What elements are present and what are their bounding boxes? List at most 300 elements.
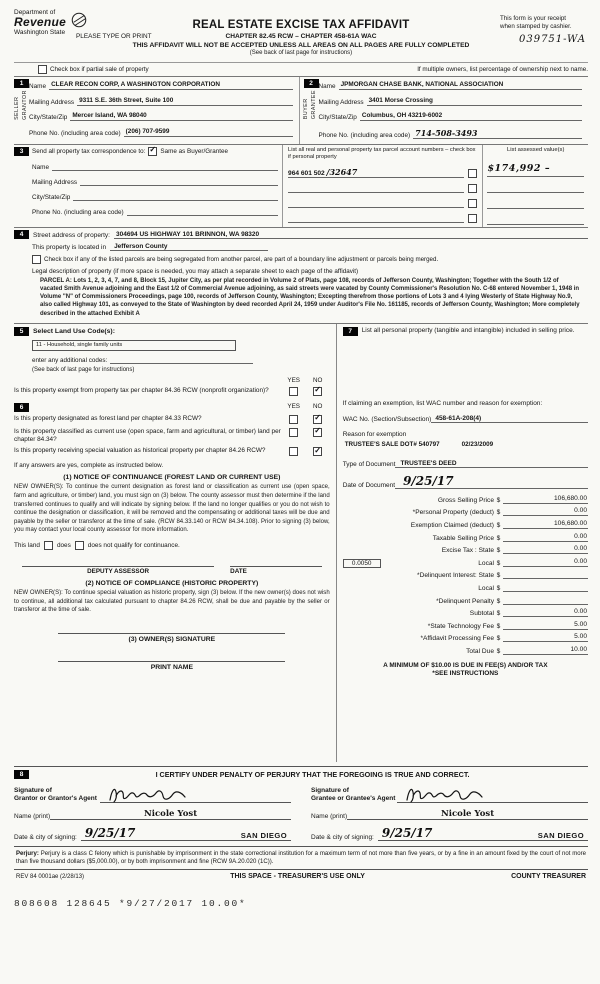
dollar-sign: $ [496,509,501,517]
grantee-date-city-label: Date & city of signing: [311,833,374,841]
buyer-name-label: Name [318,83,336,90]
taxable-label: Taxable Selling Price [432,534,494,542]
buyer-name-row [319,81,583,90]
reason-value-row [343,441,588,448]
section-3-correspondence [14,145,282,227]
parcel-field-3[interactable] [288,199,464,208]
current-use-question-row [14,428,330,445]
segregated-label: Check box if any of the listed parcels are being segregated from another parcel, are part of a boundary line adjustment or parcels being merged. [44,255,439,263]
forest-question-text: Is this property designated as forest land per chapter 84.33 RCW? [14,414,202,422]
dollar-sign: $ [496,597,501,605]
section-4-number: 4 [14,230,29,239]
personal-label: *Personal Property (deduct) [412,509,494,517]
buyer-city-row [319,112,583,121]
corr-phone-label: Phone No. (including area code) [32,208,124,216]
notice1-title: (1) NOTICE OF CONTINUANCE (FOREST LAND OR CURRENT USE) [63,474,281,482]
certification-text: I CERTIFY UNDER PENALTY OF PERJURY THAT THE FOREGOING IS TRUE AND CORRECT. [155,769,470,779]
buyer-mailing-field[interactable]: 3401 Morse Crossing [367,97,582,106]
checkbox-personal-property-1[interactable] [468,169,477,178]
notice2-title: (2) NOTICE OF COMPLIANCE (HISTORIC PROPERTY) [85,579,259,587]
corr-mailing-field[interactable] [80,177,278,186]
seller-fields [29,79,293,139]
section-8 [14,766,588,846]
dollar-sign: $ [496,622,501,630]
grantee-label: GRANTEE [311,90,317,120]
delinquent-state-value[interactable] [503,570,588,579]
parcel-field-4[interactable] [288,214,464,223]
dollar-sign: $ [496,522,501,530]
corr-name-row [32,162,278,171]
tech-fee-value[interactable]: 5.00 [503,621,588,630]
processing-fee-label: *Affidavit Processing Fee [420,635,494,643]
corr-name-label: Name [32,163,50,171]
current-use-no-cell [306,428,330,438]
deputy-assessor-date-line[interactable] [230,566,322,567]
grantor-signature-block [14,784,301,841]
grantee-signature-label [311,787,397,803]
see-back-note: (See back of last page for instructions) [249,50,353,56]
dept-line3: Washington State [14,29,66,37]
street-address-row [14,230,588,239]
parcel-row-1 [288,167,477,178]
exempt-yes-cell [282,387,306,397]
does-not-label: does not qualify for continuance. [87,541,180,549]
grantor-name-print-label: Name (print) [14,812,51,820]
buyer-label: BUYER [303,98,310,120]
section-2-number: 2 [304,79,319,88]
owners-signature-label: (3) OWNER(S) SIGNATURE [128,635,216,643]
does-label: does [56,541,71,549]
wac-row [343,415,588,423]
parcel-number-field[interactable] [288,167,464,178]
tech-fee-label: *State Technology Fee [427,622,494,630]
seller-grantor-vertical-label [14,90,30,120]
checkbox-current-use-no[interactable] [313,428,322,437]
left-column [14,324,337,762]
section-7 [337,324,588,762]
parties-sections [14,76,588,144]
dollar-sign: $ [496,635,501,643]
land-use-header [14,327,330,336]
corr-city-label: City/State/Zip [32,193,71,201]
notice1-text: NEW OWNER(S): To continue the current designation as forest land or classification as current use (open space, farm and agriculture, or timber) land, you must sign on (3) below. The county assessor must then determine if the land transferred continues to qualify and will indicate by signing below. If the land no longer qualifies or you do not wish to continue the designation or classification, it will be removed and the compensating or additional taxes will be due and payable by the seller or transferor at the time of sale. (RCW 84.33.140 or RCW 84.34.108). Prior to signing (3) below, you may contact your local county assessor for more information. [14,484,330,534]
historic-question-row [14,447,330,457]
subtotal-value[interactable]: 0.00 [503,608,588,617]
perjury-label: Perjury: [16,850,39,857]
parcel-number-handwritten: /32647 [326,166,358,177]
buyer-city-field[interactable]: Columbus, OH 43219-6002 [360,112,582,121]
personal-property-blank-area[interactable] [343,336,588,400]
excise-local-value[interactable]: 0.00 [503,558,588,567]
grantee-date-city-row [311,826,588,841]
seller-city-row [29,112,293,121]
reason-label: Reason for exemption [342,430,407,438]
section-3-assessed-values [482,145,588,227]
section-6-number: 6 [14,403,29,412]
section-2-buyer [299,77,589,144]
assessed-value-row-2[interactable] [487,182,584,193]
parcel-number-typed: 964 601 502 [288,169,325,177]
forest-question-row [14,415,330,425]
money-row-total [343,646,588,655]
historic-question-text: Is this property receiving special valuation as historical property per chapter 84.26 RCW? [14,447,266,455]
checkbox-segregated[interactable] [32,255,41,264]
grantee-city-stamp: SAN DIEGO [537,830,584,840]
money-row-tech-fee [343,621,588,630]
yes-header: YES [287,376,300,384]
seller-city-field[interactable]: Mercer Island, WA 98040 [70,112,292,121]
grantor-date-city-row [14,826,291,841]
grantee-sig-label-line2: Grantee or Grantee's Agent [311,794,396,802]
signature-columns [14,784,588,841]
located-in-field[interactable]: Jefferson County [110,243,268,251]
dept-line1: Department of [14,9,56,16]
grantee-signature-row [311,784,588,803]
partial-sale-row [14,62,588,76]
subtotal-label: Subtotal [469,610,494,618]
grantee-signature-scribble [403,783,489,807]
if-yes-note: If any answers are yes, complete as instructed below. [14,462,164,470]
checkbox-current-use-yes[interactable] [289,428,298,437]
grantor-date-handwritten: 9/25/17 [84,825,136,840]
excise-local-label: Local [478,559,494,567]
warning-line: THIS AFFIDAVIT WILL NOT BE ACCEPTED UNLESS ALL AREAS ON ALL PAGES ARE FULLY COMPLETED [132,42,470,49]
section-7-number: 7 [343,327,358,336]
seller-mailing-row [29,97,293,106]
money-row-delinquent-local [343,583,588,592]
historic-no-cell [306,447,330,457]
buyer-side-band [304,79,319,139]
footer-row [14,869,588,882]
gross-value[interactable]: 106,680.00 [503,495,588,504]
form-title: REAL ESTATE EXCISE TAX AFFIDAVIT [192,19,410,31]
buyer-fields [319,79,583,139]
buyer-city-label: City/State/Zip [318,114,357,121]
buyer-phone-label: Phone No. (including area code) [318,131,411,139]
penalty-value[interactable] [503,596,588,605]
buyer-mailing-label: Mailing Address [318,98,364,106]
deputy-assessor-blanks [22,566,322,567]
taxable-value[interactable]: 0.00 [503,533,588,542]
dollar-sign: $ [496,584,501,592]
forest-no-cell [306,415,330,425]
reason-value: TRUSTEE'S SALE DOT# 540797 [344,440,440,448]
current-use-yes-cell [282,428,306,438]
money-row-excise-local [343,558,588,567]
deputy-assessor-label: DEPUTY ASSESSOR [87,567,150,575]
land-use-code-field[interactable]: 11 - Household, single family units [32,340,236,351]
grantee-name-print-field[interactable] [347,809,588,820]
grantor-date-city-field[interactable] [81,826,291,841]
buyer-mailing-row [319,97,583,106]
parcel-header: List all real and personal property tax parcel account numbers – check box if personal property [288,146,476,160]
legal-description-label: Legal description of property (if more space is needed, you may attach a separate sheet to each page of the affidavit) [32,267,359,275]
dollar-sign: $ [496,647,501,655]
header [14,6,588,62]
see-instructions-note: *SEE INSTRUCTIONS [432,669,499,677]
section-6 [14,403,330,671]
grantee-name-print-label: Name (print) [311,812,348,820]
dollar-sign: $ [496,547,501,555]
document-type-field[interactable]: TRUSTEE'S DEED [395,460,588,468]
current-use-question-text: Is this property classified as current use (open space, farm and agricultural, or timber) land per chapter 84.34? [14,427,281,444]
owners-signature-line[interactable] [58,633,285,634]
local-rate-field[interactable]: 0.0050 [343,559,381,568]
money-table [343,495,588,659]
date-label: DATE [230,567,247,575]
seller-name-row [29,81,293,90]
money-row-penalty [343,596,588,605]
partial-sale-group [38,65,149,74]
land-use-title: Select Land Use Code(s): [33,327,115,335]
revenue-swirl-icon [69,11,89,29]
corr-mailing-row [32,177,278,186]
gross-label: Gross Selling Price [437,496,494,504]
money-row-personal [343,507,588,516]
assessed-value-row-3[interactable] [487,198,584,209]
money-row-gross [343,495,588,504]
exemption-value[interactable]: 106,680.00 [503,520,588,529]
grantee-signature-line[interactable] [397,784,588,803]
perjury-text: Perjury is a class C felony which is punishable by imprisonment in the state correctional institution for a maximum term of not more than five years, or by a fine in an amount fixed by the court of not more than five thousand dollars ($5,000.00), or by both imprisonment and fine (RCW 9A.20.020 (1C)). [16,850,586,865]
wac-label: WAC No. (Section/Subsection) [342,415,432,423]
yes-header-6: YES [287,402,300,410]
spacer [14,377,282,384]
deputy-assessor-labels [22,568,322,575]
main-columns [14,323,588,762]
exempt-question-row [14,387,330,397]
deputy-assessor-signature-line[interactable] [22,566,214,567]
section-5-number: 5 [14,327,29,336]
receipt-note-line1: This form is your receipt [500,15,567,22]
seller-mailing-field[interactable]: 9311 S.E. 36th Street, Suite 100 [77,97,292,106]
grantor-sig-label-line1: Signature of [14,786,52,794]
document-date-row [343,474,588,489]
corr-city-row [32,192,278,201]
section5-yes-no-header [14,377,330,384]
grantee-sig-label-line1: Signature of [311,786,349,794]
excise-state-value[interactable]: 0.00 [503,545,588,554]
delinquent-local-label: Local [478,584,494,592]
grantor-signature-label [14,787,100,803]
additional-codes-field[interactable] [110,356,253,364]
dollar-sign: $ [496,610,501,618]
chapter-reference: CHAPTER 82.45 RCW – CHAPTER 458-61A WAC [225,33,377,40]
total-due-value[interactable]: 10.00 [503,646,588,655]
exempt-no-cell [306,387,330,397]
buyer-name-field[interactable]: JPMORGAN CHASE BANK, NATIONAL ASSOCIATION [339,81,582,90]
correspondence-fields [32,162,278,216]
additional-codes-label: enter any additional codes: [32,356,108,364]
checkbox-historic-no[interactable] [313,447,322,456]
personal-value[interactable]: 0.00 [503,507,588,516]
section-3 [14,144,588,227]
seller-phone-field[interactable]: (206) 707-9599 [124,128,293,137]
money-row-taxable [343,533,588,542]
dollar-sign: $ [496,496,501,504]
checkbox-does[interactable] [44,541,53,550]
send-correspondence-label: Send all property tax correspondence to: [32,147,146,155]
same-as-buyer-label: Same as Buyer/Grantee [160,147,228,155]
money-row-exemption [343,520,588,529]
seller-side-band [14,79,29,139]
checkbox-same-as-buyer[interactable] [148,147,157,156]
grantor-signature-line[interactable] [100,784,291,803]
document-date-handwritten: 9/25/17 [403,473,454,488]
parcel-row-3 [288,199,477,208]
additional-codes-row [32,356,253,364]
continuance-line [14,541,330,550]
excise-state-label: Excise Tax : State [441,547,494,555]
document-type-label: Type of Document [342,460,396,468]
no-header: NO [312,376,323,384]
no-header-6: NO [312,402,323,410]
perjury-note [14,846,588,869]
document-date-field[interactable] [395,474,588,489]
located-in-label: This property is located in [32,243,107,251]
section-4 [14,227,588,323]
legal-description-text: PARCEL A: Lots 1, 2, 3, 4, 7, and 8, Block 15, Jupiter City, as per plat recorded in Volume 2 of Plats, page 108, records of Jefferson County, Washington; Together with the South 1/2 of vacated Smith Avenue adjoining and the East 1/2 of Commercial Avenue adjoining, as said streets were vacated by County Commissioner's Resolution No. C-68 entered November 1, 1948 in Volume "N" of Commissioners Proceedings, page 100, records of Jefferson County, Washington; Excepting therefrom those portions of Lots 3 and 4 lying Westerly of State Highway No.9, also called Highway 101, as conveyed to the State of Washington by deed recorded April 24, 1959 under Auditor's File No. 161185, records of Jefferson County, Washington; More completely described in the attached Exhibit A [40,277,580,317]
title-block [14,6,588,56]
grantor-name-handwritten: Nicole Yost [143,808,198,819]
personal-property-header [343,327,588,336]
receipt-note-line2: when stamped by cashier. [500,22,572,30]
partial-sale-label: Check box if partial sale of property [50,66,149,73]
grantor-date-city-label: Date & city of signing: [14,833,77,841]
buyer-phone-row [319,128,583,139]
grantor-name-print-row [14,809,291,820]
exemption-label: Exemption Claimed (deduct) [410,522,494,530]
grantor-city-stamp: SAN DIEGO [240,830,287,840]
street-address-field[interactable]: 304694 US HIGHWAY 101 BRINNON, WA 98320 [114,231,588,239]
delinquent-local-value[interactable] [503,583,588,592]
grantor-label: GRANTOR [21,90,28,120]
checkbox-forest-yes[interactable] [289,415,298,424]
grantee-date-city-field[interactable] [378,826,588,841]
money-row-delinquent-state [343,570,588,579]
multiple-owners-note: If multiple owners, list percentage of ownership next to name. [417,66,588,73]
buyer-phone-field[interactable]: 714-508-3493 [413,128,582,139]
section5-see-back: (See back of last page for instructions) [32,366,135,373]
this-land-label: This land [14,541,40,549]
money-row-subtotal [343,608,588,617]
reason-date: 02/23/2009 [461,440,494,448]
corr-city-field[interactable] [73,192,278,201]
receipt-number-handwritten: 039751-WA [518,34,586,45]
parcel-field-2[interactable] [288,184,464,193]
print-name-line[interactable] [58,661,285,662]
checkbox-does-not[interactable] [75,541,84,550]
checkbox-historic-yes[interactable] [289,447,298,456]
grantee-name-print-row [311,809,588,820]
dollar-sign: $ [496,534,501,542]
forest-yes-cell [282,415,306,425]
grantor-name-print-field[interactable] [50,809,291,820]
seller-label: SELLER [13,96,20,120]
section-8-number: 8 [14,770,29,779]
checkbox-exempt-yes[interactable] [289,387,298,396]
personal-property-label: List all personal property (tangible and intangible) included in selling price. [361,326,575,334]
checkbox-personal-property-2[interactable] [468,184,477,193]
correspondence-row [14,147,278,156]
document-date-label: Date of Document [342,481,396,489]
wac-field[interactable]: 458-61A-208(4) [431,415,588,423]
money-row-processing-fee [343,633,588,642]
checkbox-exempt-no[interactable] [313,387,322,396]
grantee-date-handwritten: 9/25/17 [381,825,433,840]
checkbox-partial-sale[interactable] [38,65,47,74]
please-type-or-print: PLEASE TYPE OR PRINT [76,33,152,40]
exemption-intro: If claiming an exemption, list WAC number and reason for exemption: [342,399,543,407]
money-row-excise-state [343,545,588,554]
penalty-label: *Delinquent Penalty [436,597,494,605]
seller-name-field[interactable]: CLEAR RECON CORP, A WASHINGTON CORPORATION [49,81,292,90]
corr-phone-row [32,207,278,216]
dollar-sign: $ [496,572,501,580]
county-treasurer-label: COUNTY TREASURER [511,873,586,881]
grantor-sig-label-line2: Grantor or Grantor's Agent [14,794,97,802]
corr-mailing-label: Mailing Address [32,178,78,186]
cashier-validation-stamp: 808608 128645 *9/27/2017 10.00* [14,898,247,910]
spacer [29,403,282,412]
assessed-value-row-4[interactable] [487,214,584,225]
grantee-signature-block [301,784,588,841]
seller-name-label: Name [29,83,47,90]
notice2-text: NEW OWNER(S): To continue special valuation as historic property, sign (3) below. If the new owner(s) does not wish to continue, all additional tax calculated pursuant to chapter 84.26 RCW, shall be due and payable by the seller or transferor at the time of sale. [14,589,330,614]
section6-yes-no-header [14,403,330,412]
assessed-value-handwritten: $174,992 – [487,162,551,174]
seller-phone-row [29,128,293,137]
segregated-row [32,255,588,264]
seller-phone-label: Phone No. (including area code) [29,129,121,137]
assessed-value-header: List assessed value(s) [507,146,565,153]
chapter-row [14,33,588,40]
exempt-question-text: Is this property exempt from property tax per chapter 84.36 RCW (nonprofit organization)? [14,386,269,394]
total-due-label: Total Due [466,647,494,655]
certification-row [14,770,588,779]
section-1-seller [14,77,299,144]
corr-phone-field[interactable] [127,207,278,216]
treasurer-space-label: THIS SPACE - TREASURER'S USE ONLY [230,873,365,881]
parcel-row-2 [288,184,477,193]
grantor-signature-row [14,784,291,803]
checkbox-forest-no[interactable] [313,415,322,424]
print-name-label: PRINT NAME [150,663,193,671]
dept-line2: Revenue [14,15,67,30]
checkbox-personal-property-4[interactable] [468,214,477,223]
assessed-value-row-1[interactable] [487,158,584,177]
dollar-sign: $ [496,559,501,567]
corr-name-field[interactable] [52,162,278,171]
receipt-note [500,15,588,31]
delinquent-state-label: *Delinquent Interest: State [417,572,494,580]
section-3-parcels [282,145,482,227]
grantee-name-handwritten: Nicole Yost [440,808,495,819]
grantor-signature-scribble [106,783,192,807]
buyer-grantee-vertical-label [303,90,319,119]
street-address-label: Street address of property: [33,231,110,239]
section-5 [14,327,330,397]
parcel-row-4 [288,214,477,223]
checkbox-personal-property-3[interactable] [468,199,477,208]
located-in-row [32,243,588,251]
section-3-number: 3 [14,147,29,156]
minimum-due-note: A MINIMUM OF $10.00 IS DUE IN FEE(S) AND/OR TAX [383,661,548,669]
historic-yes-cell [282,447,306,457]
processing-fee-value[interactable]: 5.00 [503,633,588,642]
seller-city-label: City/State/Zip [29,114,68,121]
rev-number: REV 84 0001ae (2/28/13) [16,873,85,880]
